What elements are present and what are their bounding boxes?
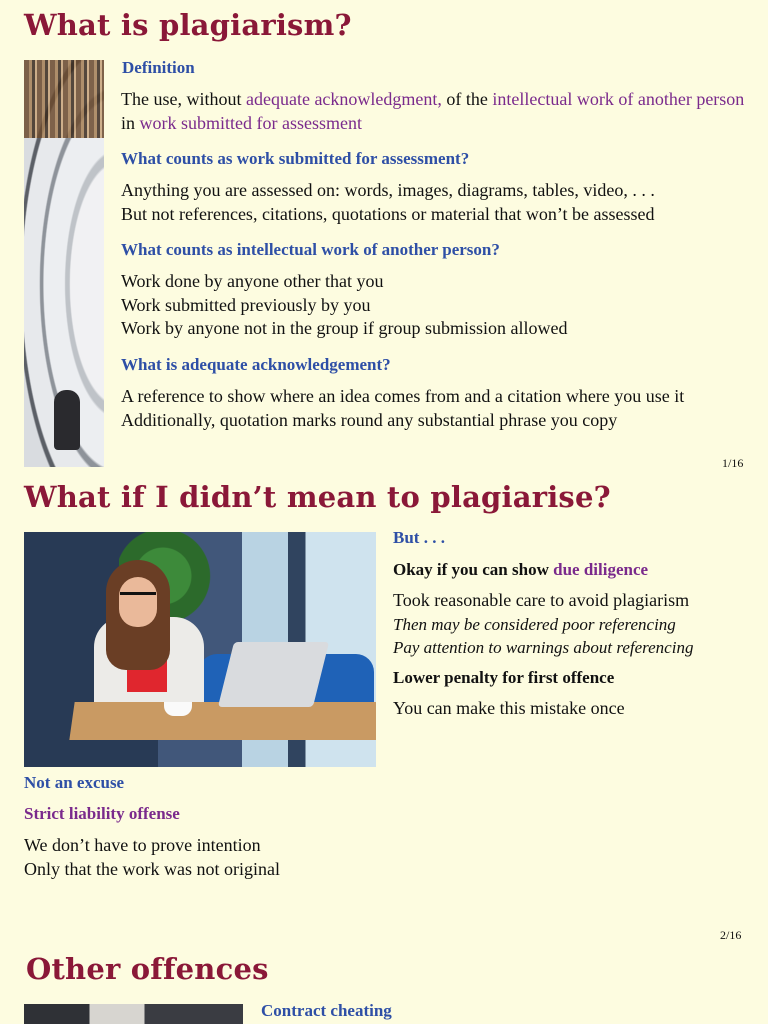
work-submitted-term: work submitted for assessment [139,112,362,133]
proof-line: Only that the work was not original [24,858,280,879]
answer-line: Additionally, quotation marks round any substantial phrase you copy [121,409,618,430]
adequate-acknowledgment-term: adequate acknowledgment, [245,89,442,109]
answer-line: Anything you are assessed on: words, images, diagrams, tables, video, . . . [121,180,655,200]
answer-line: A reference to show where an idea comes from and a citation where you use it [121,386,685,406]
care-line: Took reasonable care to avoid plagiarism [393,590,690,610]
hands-image [24,1004,243,1024]
person-silhouette [54,390,80,450]
care-block [393,589,763,660]
proof-block [24,834,424,881]
answer-line: Work done by anyone other that you [121,271,384,291]
page-number: 1/16 [722,456,744,470]
due-diligence-term: due diligence [553,560,649,579]
okay-prefix: Okay if you can show [393,560,554,579]
question-intellectual-work: What counts as intellectual work of another person? [121,240,500,259]
answer-line: Work submitted previously by you [121,294,371,315]
answer-work-submitted [121,179,761,226]
table-decoration [69,702,376,740]
slide1-title: What is plagiarism? [24,8,352,42]
glasses-decoration [120,592,156,604]
definition-heading: Definition [122,58,195,77]
lower-penalty-line: Lower penalty for first offence [393,668,615,687]
mistake-once-line: You can make this mistake once [393,698,625,718]
proof-line: We don’t have to prove intention [24,835,261,855]
definition-part: of the [441,89,493,109]
page-number: 2/16 [720,928,742,942]
slide2-title: What if I didn’t mean to plagiarise? [24,480,611,514]
definition-part: The use, without [121,89,246,109]
answer-line: But not references, citations, quotations or material that won’t be assessed [121,203,655,224]
answer-adequate-acknowledgement [121,385,761,432]
but-heading: But . . . [393,528,445,547]
answer-line: Work by anyone not in the group if group submission allowed [121,318,568,338]
warnings-line: Pay attention to warnings about referencing [393,638,694,657]
definition-text [121,88,751,135]
poor-referencing-line: Then may be considered poor referencing [393,614,676,634]
cup-decoration [164,702,192,716]
laptop-decoration [218,642,329,707]
strict-liability-heading: Strict liability offense [24,804,180,823]
question-work-submitted: What counts as work submitted for assessment? [121,149,470,168]
intellectual-work-term: intellectual work of another person [492,89,745,109]
spiral-staircase-image [24,60,104,467]
surprised-woman-laptop-image [24,532,376,767]
answer-intellectual-work [121,270,761,341]
not-excuse-heading: Not an excuse [24,773,125,792]
slide3-title: Other offences [26,952,269,986]
definition-part: in [121,112,140,133]
bookshelf-decoration [24,60,104,138]
contract-cheating-heading: Contract cheating [261,1001,392,1020]
question-adequate-acknowledgement: What is adequate acknowledgement? [121,355,391,374]
due-diligence-line [393,558,648,582]
